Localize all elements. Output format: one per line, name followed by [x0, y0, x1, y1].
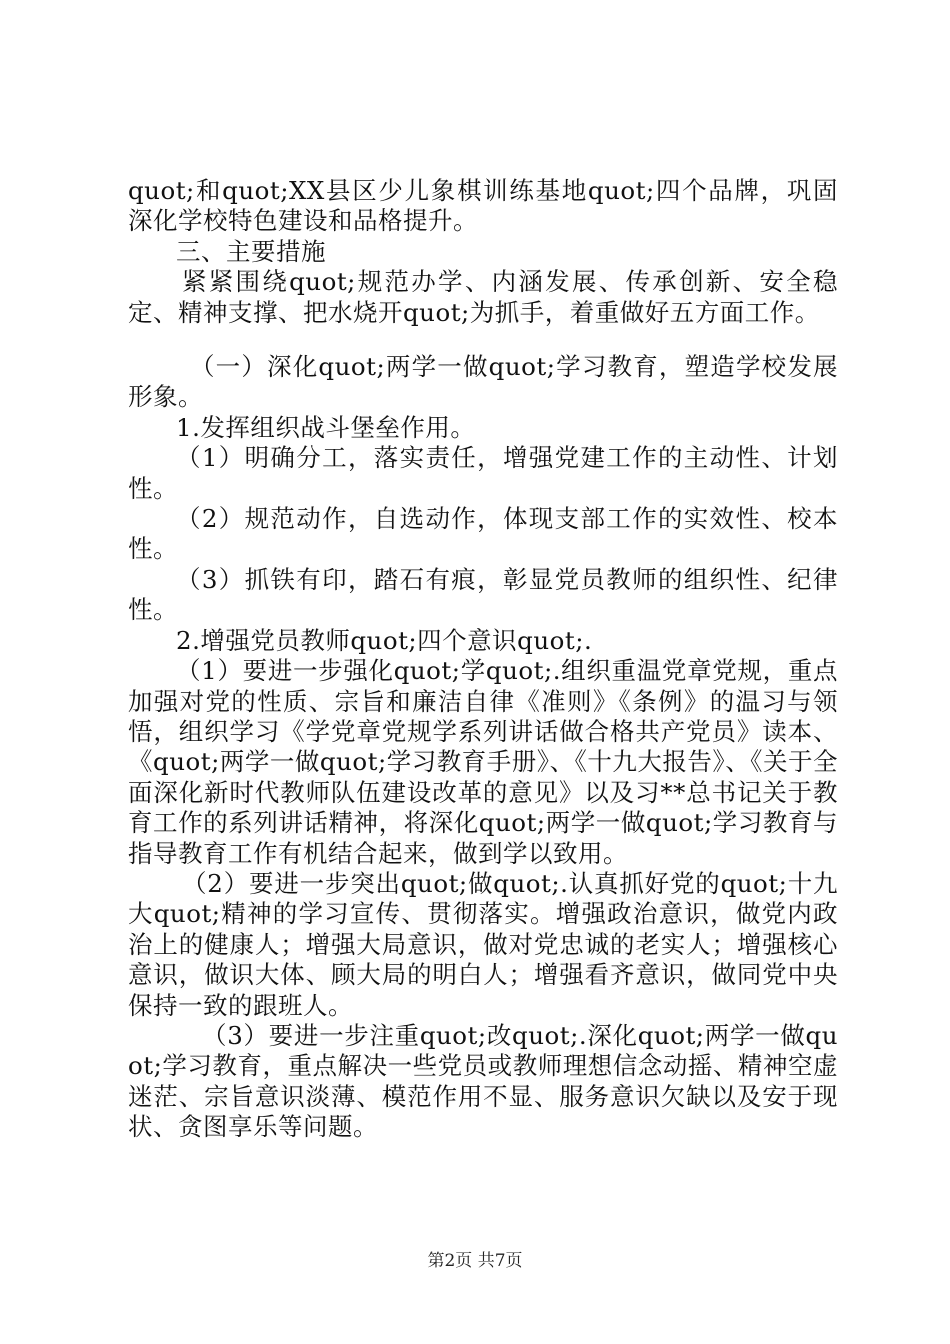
item-2-3: （3）要进一步注重quot;改quot;.深化quot;两学一做quot;学习教育，重点解决一些党员或教师理想信念动摇、精神空虚迷茫、宗旨意识淡薄、模范作用不显、服务意识欠缺以及安于现状、贪图享乐等问题。	[128, 1020, 838, 1142]
paragraph-brands: quot;和quot;XX县区少儿象棋训练基地quot;四个品牌，巩固深化学校特色建设和品格提升。	[128, 176, 838, 236]
item-1-heading: 1.发挥组织战斗堡垒作用。	[176, 412, 476, 442]
paragraph-gap	[128, 328, 838, 352]
item-1-2: （2）规范动作，自选动作，体现支部工作的实效性、校本性。	[128, 504, 838, 564]
document-body	[128, 176, 838, 1143]
item-1-1: （1）明确分工，落实责任，增强党建工作的主动性、计划性。	[128, 443, 838, 503]
item-2-2: （2）要进一步突出quot;做quot;.认真抓好党的quot;十九大quot;精神的学习宣传、贯彻落实。增强政治意识，做党内政治上的健康人；增强大局意识，做对党忠诚的老实人；增强核心意识，做识大体、顾大局的明白人；增强看齐意识，做同党中央保持一致的跟班人。	[128, 868, 838, 1020]
page-number: 第2页 共7页	[427, 1251, 523, 1271]
item-1-3: （3）抓铁有印，踏石有痕，彰显党员教师的组织性、纪律性。	[128, 564, 838, 625]
section-heading-measures: 三、主要措施	[176, 236, 326, 266]
subheading-two-studies: （一）深化quot;两学一做quot;学习教育，塑造学校发展形象。	[128, 352, 838, 412]
item-2-heading: 2.增强党员教师quot;四个意识quot;.	[176, 625, 593, 655]
paragraph-focus: 紧紧围绕quot;规范办学、内涵发展、传承创新、安全稳定、精神支撑、把水烧开quot;为抓手，着重做好五方面工作。	[128, 267, 838, 327]
item-2-1: （1）要进一步强化quot;学quot;.组织重温党章党规，重点加强对党的性质、宗旨和廉洁自律《准则》《条例》的温习与领悟，组织学习《学党章党规学系列讲话做合格共产党员》读本、《quot;两学一做quot;学习教育手册》、《十九大报告》、《关于全面深化新时代教师队伍建设改革的意见》以及习**总书记关于教育工作的系列讲话精神，将深化quot;两学一做quot;学习教育与指导教育工作有机结合起来，做到学以致用。	[128, 656, 838, 868]
